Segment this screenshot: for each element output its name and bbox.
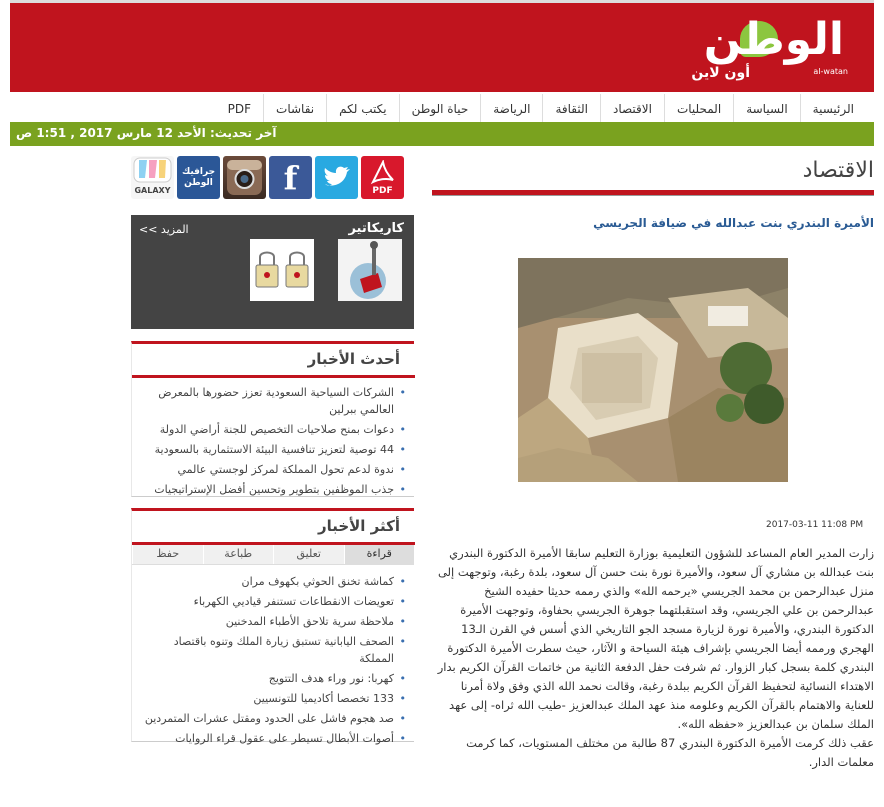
- nav-item-life[interactable]: حياة الوطن: [399, 94, 481, 124]
- article-photo: [518, 258, 788, 482]
- article-body: [432, 544, 874, 772]
- logo-subtitle: أون لاين: [691, 65, 750, 81]
- list-item[interactable]: • صد هجوم فاشل على الحدود ومقتل عشرات المتمردين: [136, 710, 406, 727]
- last-update-text: آخر تحديث: الأحد 12 مارس 2017 , 1:51 ص: [16, 126, 277, 140]
- nav-item-politics[interactable]: السياسة: [733, 94, 799, 124]
- pdf-label: PDF: [372, 185, 393, 196]
- list-item[interactable]: • تعويضات الانقطاعات تستنفر قياديي الكهرباء: [136, 593, 406, 610]
- article-title[interactable]: الأميرة البندري بنت عبدالله في ضيافة الجريسي: [593, 216, 874, 230]
- article-paragraph: عقب ذلك كرمت الأميرة الدكتورة البندري 87 طالبة من مختلف المستويات، كما كرمت معلمات الدار.: [466, 736, 874, 769]
- cartoon-box: [131, 215, 414, 329]
- cartoon-title: كاريكاتير: [348, 221, 404, 236]
- galaxy-app-icon[interactable]: [131, 156, 174, 199]
- nav-item-economy[interactable]: الاقتصاد: [600, 94, 664, 124]
- list-item[interactable]: • جذب الموظفين بتطوير وتحسين أفضل الإستراتيجيات: [136, 481, 406, 498]
- facebook-icon[interactable]: f: [269, 156, 312, 199]
- cartoon-thumbnail[interactable]: [250, 239, 314, 301]
- latest-news-header: [132, 344, 414, 376]
- most-news-list: [132, 565, 414, 754]
- site-header: [10, 0, 874, 92]
- latest-news-list: [132, 376, 414, 505]
- section-divider: [432, 190, 874, 196]
- village-aerial-photo: [518, 258, 788, 482]
- list-item[interactable]: • أصوات الأبطال تسيطر على عقول قراء الروايات: [136, 730, 406, 747]
- latest-news-box: [131, 341, 414, 497]
- list-item[interactable]: • الشركات السياحية السعودية تعزز حضورها بالمعرض العالمي ببرلين: [136, 384, 406, 418]
- nav-item-sports[interactable]: الرياضة: [480, 94, 542, 124]
- most-news-box: [131, 508, 414, 745]
- list-item[interactable]: • ندوة لدعم تحول المملكة لمركز لوجستي عالمي: [136, 461, 406, 478]
- article-paragraph: زارت المدير العام المساعد للشؤون التعليمية بوزارة التعليم سابقا الأميرة الدكتورة البندري بنت عبدالله بن مشاري آل سعود، والأميرة نورة بنت حسن آل سعود، بلدة رغبة، وتوجهت إلى منزل عبدالرحمن بن محمد الجريسي «يرحمه الله» والذي رممه حديثا حفيده الشيخ عبدالرحمن بن علي الجريسي، وقد استقبلتهما جوهرة الجريسي بحفاوة، وتوجهت الأميرة الدكتورة البندري، والأميرة نورة لزيارة مسجد الجو التاريخي الذي أسس في القرن الـ13 الهجري ورممه أيضا الجريسي بإشراف هيئة السياحة و الآثار، حيث سطرت الأميرة الدكتورة البندري كلمة بسجل كبار الزوار. ثم شرفت حفل الدفعة الثانية من خاتمات القرآن الكريم بدار الاهتداء النسائية لتحفيظ القرآن الكريم ببلدة رغبة، وقالت نحمد الله الذي وفق ولاة أمرنا للعناية والاهتمام بالقرآن الكريم وعلومه منذ عهد الملك عبدالعزيز -طيب الله ثراه- إلى عهد الملك سلمان بن عبدالعزيز «حفظه الله».: [437, 546, 874, 731]
- list-item[interactable]: • 44 توصية لتعزيز تنافسية البيئة الاستثمارية بالسعودية: [136, 441, 406, 458]
- instagram-icon[interactable]: [223, 156, 266, 199]
- social-links: [131, 156, 414, 204]
- pdf-icon[interactable]: [361, 156, 404, 199]
- svg-text:GALAXY: GALAXY: [134, 186, 171, 195]
- last-update-bar: [10, 122, 874, 146]
- cartoon-more-link[interactable]: المزيد >>: [139, 223, 189, 236]
- logo-text: الوطن: [703, 14, 844, 65]
- section-title: الاقتصاد: [802, 158, 874, 183]
- main-navigation: [10, 94, 874, 124]
- tab-print[interactable]: طباعة: [203, 543, 274, 564]
- graphic-label: جرافيك الوطن: [181, 166, 216, 188]
- tab-read[interactable]: قراءة: [344, 543, 415, 564]
- nav-item-writers[interactable]: يكتب لكم: [326, 94, 398, 124]
- nav-item-home[interactable]: الرئيسية: [800, 94, 866, 124]
- most-news-title: أكثر الأخبار: [317, 517, 400, 535]
- most-news-header: [132, 511, 414, 543]
- list-item[interactable]: • 133 تخصصا أكاديميا للتونسيين: [136, 690, 406, 707]
- latest-news-title: أحدث الأخبار: [307, 350, 400, 368]
- list-item[interactable]: • دعوات بمنح صلاحيات التخصيص للجنة أراضي الدولة: [136, 421, 406, 438]
- nav-item-pdf[interactable]: PDF: [227, 101, 252, 116]
- list-item[interactable]: • الصحف اليابانية تستبق زيارة الملك وتنوه باقتصاد المملكة: [136, 633, 406, 667]
- most-news-tabs: [132, 543, 414, 565]
- nav-item-local[interactable]: المحليات: [664, 94, 733, 124]
- list-item[interactable]: • كماشة تخنق الحوثي بكهوف مران: [136, 573, 406, 590]
- cartoon-thumbnail[interactable]: [338, 239, 402, 301]
- tab-save[interactable]: حفظ: [132, 543, 203, 564]
- list-item[interactable]: • كهربا: نور وراء هدف التتويج: [136, 670, 406, 687]
- logo-latin-text: al-watan: [813, 67, 848, 76]
- article-timestamp: 2017-03-11 11:08 PM: [766, 520, 864, 530]
- site-logo[interactable]: [672, 11, 862, 86]
- twitter-icon[interactable]: [315, 156, 358, 199]
- nav-item-discussions[interactable]: نقاشات: [263, 94, 326, 124]
- tab-comment[interactable]: تعليق: [273, 543, 344, 564]
- graphic-alwatan-icon[interactable]: [177, 156, 220, 199]
- list-item[interactable]: • ملاحظة سرية تلاحق الأطباء المدخنين: [136, 613, 406, 630]
- nav-item-culture[interactable]: الثقافة: [542, 94, 600, 124]
